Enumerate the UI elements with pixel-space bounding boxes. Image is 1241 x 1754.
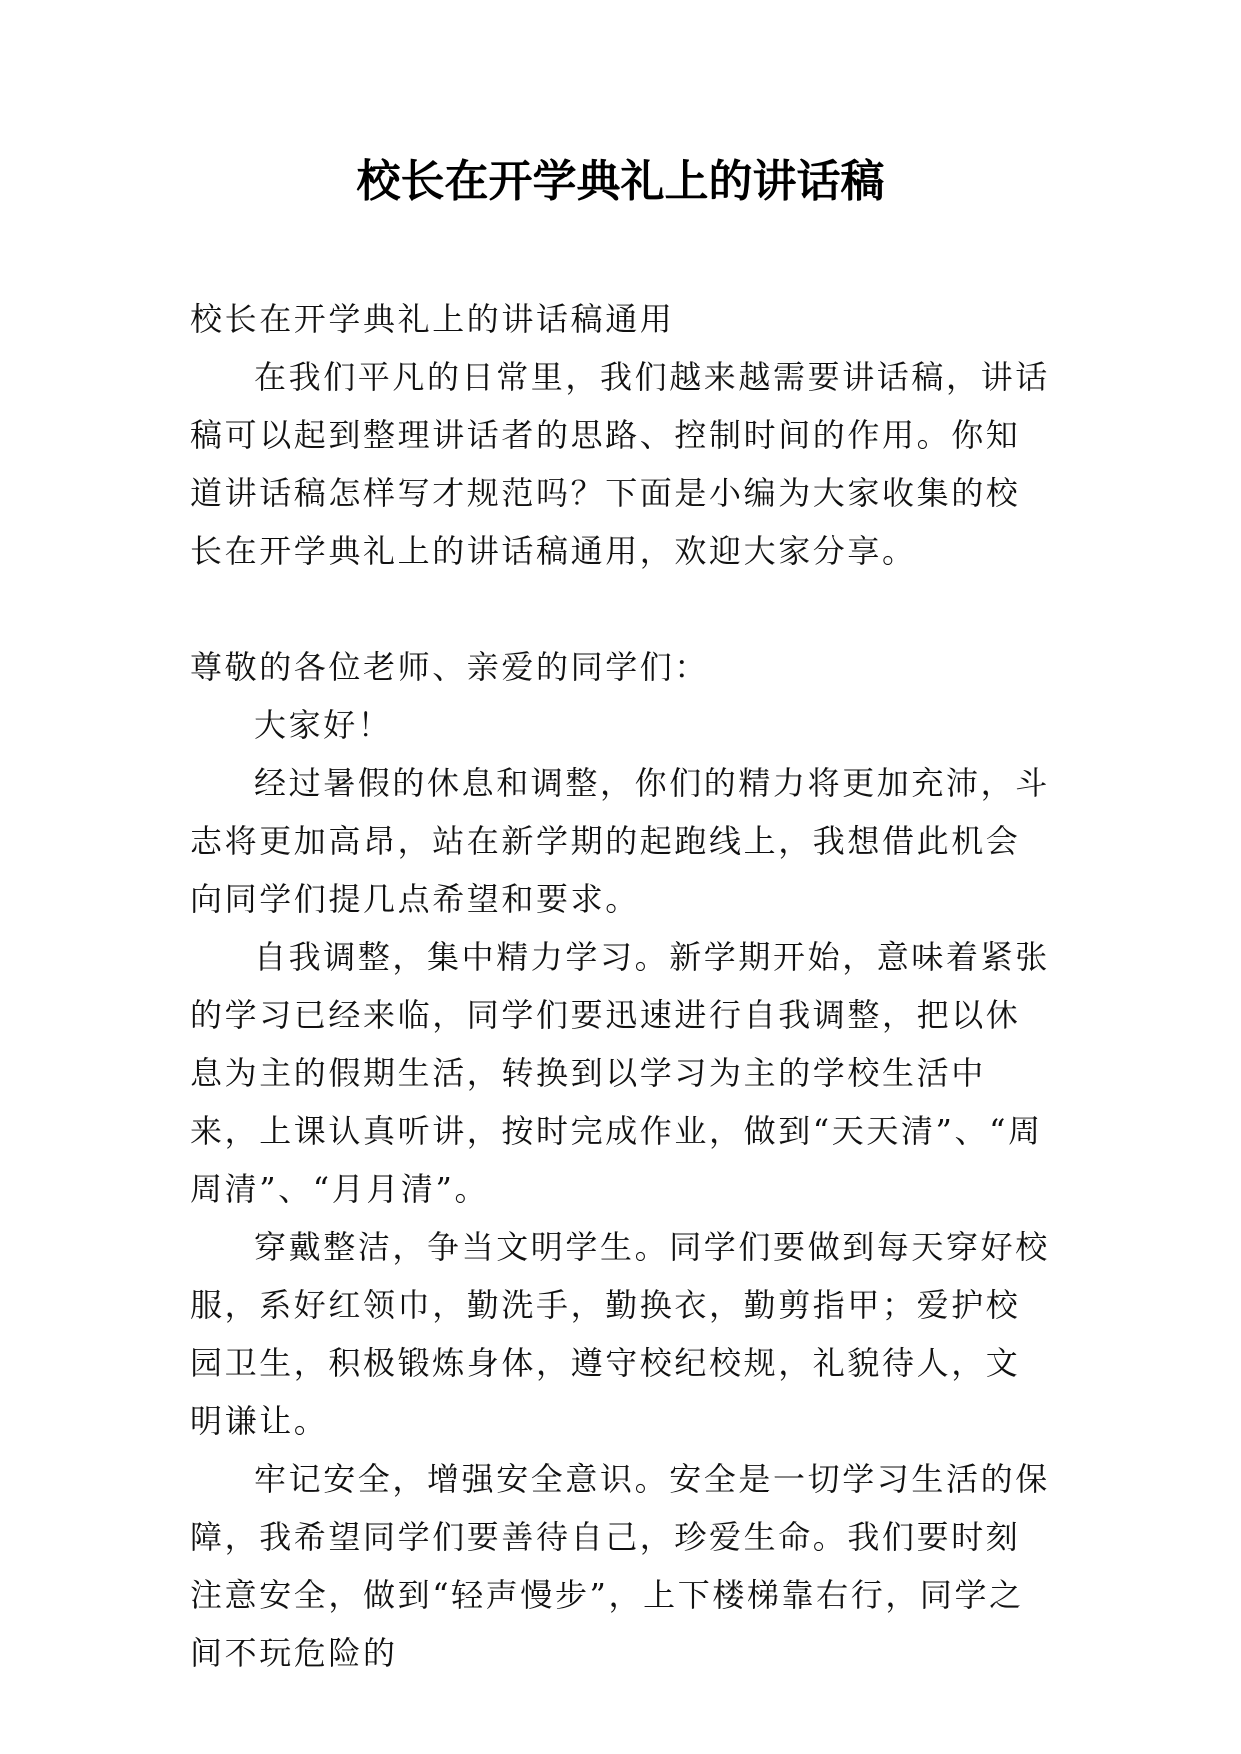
intro-paragraph: 在我们平凡的日常里，我们越来越需要讲话稿，讲话稿可以起到整理讲话者的思路、控制时间的作用。你知道讲话稿怎样写才规范吗？下面是小编为大家收集的校长在开学典礼上的讲话稿通用，欢迎大家分享。	[190, 358, 1050, 570]
greeting-paragraph: 大家好！	[254, 706, 393, 744]
body-paragraph: 牢记安全，增强安全意识。安全是一切学习生活的保障，我希望同学们要善待自己，珍爱生命。我们要时刻注意安全，做到“轻声慢步”，上下楼梯靠右行，同学之间不玩危险的	[190, 1460, 1050, 1672]
body-paragraph: 自我调整，集中精力学习。新学期开始，意味着紧张的学习已经来临，同学们要迅速进行自我调整，把以休息为主的假期生活，转换到以学习为主的学校生活中来，上课认真听讲，按时完成作业，做到“天天清”、“周周清”、“月月清”。	[190, 938, 1050, 1208]
document-body	[190, 290, 1050, 1682]
document-title: 校长在开学典礼上的讲话稿	[356, 156, 885, 207]
body-paragraph: 穿戴整洁，争当文明学生。同学们要做到每天穿好校服，系好红领巾，勤洗手，勤换衣，勤剪指甲；爱护校园卫生，积极锻炼身体，遵守校纪校规，礼貌待人，文明谦让。	[190, 1228, 1050, 1440]
body-paragraph: 经过暑假的休息和调整，你们的精力将更加充沛，斗志将更加高昂，站在新学期的起跑线上，我想借此机会向同学们提几点希望和要求。	[190, 764, 1050, 918]
subtitle-paragraph: 校长在开学典礼上的讲话稿通用	[190, 300, 675, 338]
salutation-paragraph: 尊敬的各位老师、亲爱的同学们：	[190, 648, 710, 686]
